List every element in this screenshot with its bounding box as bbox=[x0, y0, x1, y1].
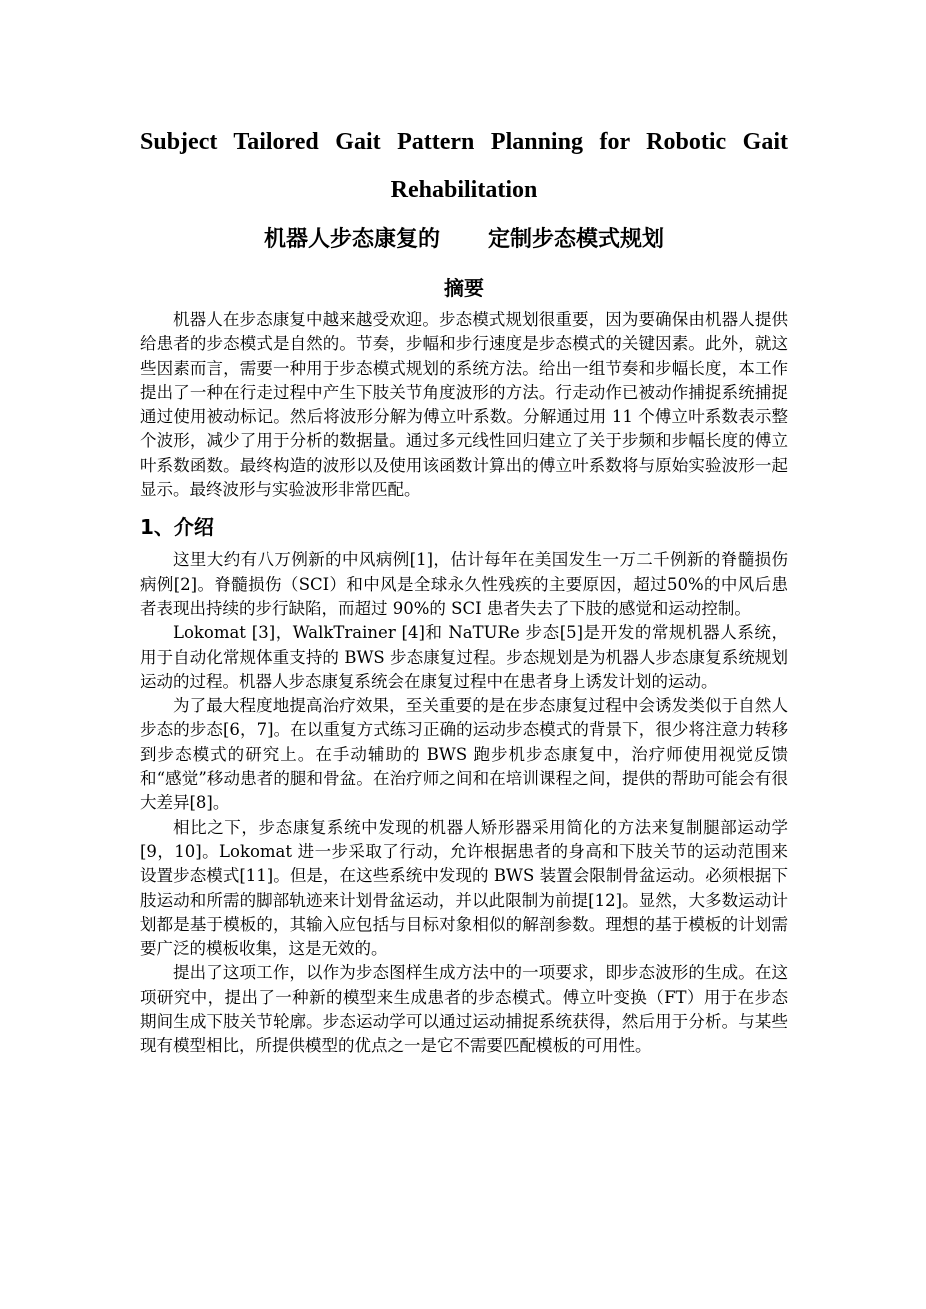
section-1-heading: 1、介绍 bbox=[140, 515, 214, 540]
intro-paragraph-3: 为了最大程度地提高治疗效果，至关重要的是在步态康复过程中会诱发类似于自然人步态的步态[6，7]。在以重复方式练习正确的运动步态模式的背景下，很少将注意力转移到步态模式的研究上。在手动辅助的 BWS 跑步机步态康复中，治疗师使用视觉反馈和“感觉”移动患者的腿和骨盆。在治疗师之间和在培训课程之间，提供的帮助可能会有很大差异[8]。 bbox=[140, 696, 788, 813]
english-title-line-1: Subject Tailored Gait Pattern Planning for Robotic Gait bbox=[140, 129, 788, 155]
intro-paragraph-5: 提出了这项工作，以作为步态图样生成方法中的一项要求，即步态波形的生成。在这项研究中，提出了一种新的模型来生成患者的步态模式。傅立叶变换（FT）用于在步态期间生成下肢关节轮廓。步态运动学可以通过运动捕捉系统获得，然后用于分析。与某些现有模型相比，所提供模型的优点之一是它不需要匹配模板的可用性。 bbox=[140, 963, 788, 1056]
document-page bbox=[140, 118, 788, 1059]
abstract-heading: 摘要 bbox=[444, 276, 484, 300]
intro-paragraph-1: 这里大约有八万例新的中风病例[1]，估计每年在美国发生一万二千例新的脊髓损伤病例[2]。脊髓损伤（SCI）和中风是全球永久性残疾的主要原因，超过50%的中风后患者表现出持续的步行缺陷，而超过 90%的 SCI 患者失去了下肢的感觉和运动控制。 bbox=[140, 550, 788, 618]
english-title-line-2: Rehabilitation bbox=[390, 177, 538, 203]
english-title bbox=[140, 118, 788, 214]
intro-paragraph-2: Lokomat [3]，WalkTrainer [4]和 NaTURe 步态[5]是开发的常规机器人系统，用于自动化常规体重支持的 BWS 步态康复过程。步态规划是为机器人步态康复系统规划运动的过程。机器人步态康复系统会在康复过程中在患者身上诱发计划的运动。 bbox=[140, 623, 788, 691]
abstract-paragraph: 机器人在步态康复中越来越受欢迎。步态模式规划很重要，因为要确保由机器人提供给患者的步态模式是自然的。节奏，步幅和步行速度是步态模式的关键因素。此外，就这些因素而言，需要一种用于步态模式规划的系统方法。给出一组节奏和步幅长度，本工作提出了一种在行走过程中产生下肢关节角度波形的方法。行走动作已被动作捕捉系统捕捉通过使用被动标记。然后将波形分解为傅立叶系数。分解通过用 11 个傅立叶系数表示整个波形，减少了用于分析的数据量。通过多元线性回归建立了关于步频和步幅长度的傅立叶系数函数。最终构造的波形以及使用该函数计算出的傅立叶系数将与原始实验波形一起显示。最终波形与实验波形非常匹配。 bbox=[140, 310, 788, 500]
chinese-title bbox=[140, 224, 788, 256]
chinese-title-part-2: 定制步态模式规划 bbox=[488, 227, 665, 252]
intro-paragraph-4: 相比之下，步态康复系统中发现的机器人矫形器采用简化的方法来复制腿部运动学[9，10]。Lokomat 进一步采取了行动，允许根据患者的身高和下肢关节的运动范围来设置步态模式[11]。但是，在这些系统中发现的 BWS 装置会限制骨盆运动。必须根据下肢运动和所需的脚部轨迹来计划骨盆运动，并以此限制为前提[12]。显然，大多数运动计划都是基于模板的，其输入应包括与目标对象相似的解剖参数。理想的基于模板的计划需要广泛的模板收集，这是无效的。 bbox=[140, 817, 788, 959]
chinese-title-part-1: 机器人步态康复的 bbox=[263, 227, 440, 252]
